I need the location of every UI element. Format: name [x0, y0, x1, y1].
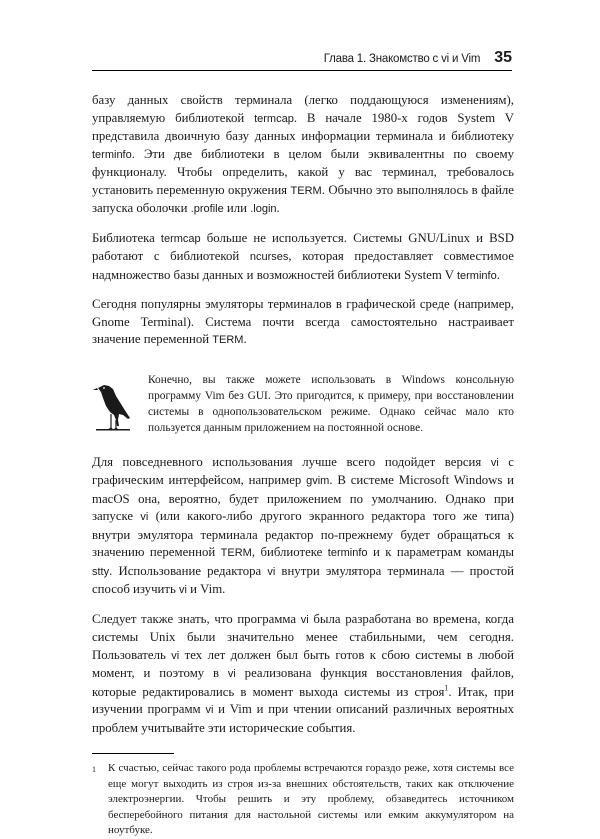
code-term: TERM	[212, 334, 244, 346]
note-block	[92, 372, 514, 436]
code-vi: vi	[227, 668, 236, 680]
crow-icon	[92, 374, 134, 432]
code-profile: .profile	[190, 203, 224, 215]
code-vi: vi	[140, 511, 149, 523]
note-text: Конечно, вы также можете использовать в Windows консольную программу Vim без GUI. Это пригодится, к примеру, при восстановлении системы в однопользовательском режиме. Однако сейчас мало кто пользуется данным приложением на постоянной основе.	[148, 373, 514, 434]
paragraph-5: Следует также знать, что программа vi была разработана во времена, когда системы Unix были значительно менее стабильными, чем сегодня. Пользователь vi тех лет должен был быть готов к сбою системы в любой момент, и поэтому в vi реализована функция восстановления файлов, которые редактировались в момент выхода системы из строя$^1$. Итак, при изучении программ vi и Vim и при чтении описаний различных вероятных проблем учитывайте эти исторические события.	[92, 611, 515, 735]
running-header	[92, 40, 512, 71]
paragraph-4: Для повседневного использования лучше всего подойдет версия vi с графическим интерфейсом, например gvim. В системе Microsoft Windows и macOS она, вероятно, будет приложением по умолчанию. Однако при запуске vi (или какого-либо другого экранного редактора того же типа) внутри эмулятора терминала редактор по-прежнему будет обращаться к значению переменной TERM, библиотеке terminfo и к параметрам команды stty. Использование редактора vi внутри эмулятора терминала — простой способ изучить vi и Vim.	[92, 454, 515, 596]
code-vi: vi	[300, 613, 309, 626]
footnote	[92, 761, 514, 839]
code-ncurses: ncurses	[249, 251, 289, 263]
footnote-divider	[92, 753, 174, 754]
code-gvim: gvim	[306, 475, 330, 487]
chapter-title: Глава 1. Знакомство с vi и Vim	[323, 53, 481, 65]
code-terminfo: terminfo	[92, 148, 132, 161]
footnote-ref[interactable]: 1	[444, 683, 449, 693]
code-vi: vi	[205, 704, 214, 716]
footnote-text: К счастью, сейчас такого рода проблемы встречаются гораздо реже, хотя системы все еще могут выходить из строя из-за внешних обстоятельств, таких как отключение электроэнергии. Чтобы решить и эту проблему, обзаведитесь источником бесперебойного питания для настольной системы или емким аккумулятором на ноутбуке.	[108, 762, 514, 836]
code-terminfo: terminfo	[327, 547, 368, 559]
paragraph-1: базу данных свойств терминала (легко поддающуюся изменениям), управляемую библиотекой termcap. В начале 1980-х годов System V представила двоичную базу данных информации терминала и библиотеку terminfo. Эти две библиотеки в целом были эквивалентны по своему функционалу. Чтобы определить, какой у вас терминал, требовалось установить переменную окружения TERM. Обычно это выполнялось в файле запуска оболочки .profile или .login.	[92, 93, 514, 215]
code-termcap: termcap	[254, 112, 294, 125]
page-number: 35	[494, 49, 512, 66]
footnote-mark: 1	[92, 765, 96, 774]
code-terminfo: terminfo	[456, 269, 497, 282]
code-vi: vi	[490, 456, 499, 469]
paragraph-2: Библиотека termcap больше не используется. Системы GNU/Linux и BSD работают с библиотекой ncurses, которая предоставляет совместимое надмножество базы данных и возможностей библиотеки System V terminfo.	[92, 230, 514, 282]
code-stty: stty	[92, 565, 110, 578]
code-login: .login	[250, 203, 277, 215]
code-term: TERM	[290, 184, 322, 197]
code-termcap: termcap	[160, 232, 201, 245]
page-body	[92, 92, 514, 839]
code-vi: vi	[267, 565, 276, 578]
paragraph-3: Сегодня популярны эмуляторы терминалов в графической среде (например, Gnome Terminal). Система почти всегда самостоятельно настраивает значение переменной TERM.	[92, 297, 514, 346]
code-term: TERM	[220, 547, 252, 559]
code-vi: vi	[178, 584, 187, 596]
code-vi: vi	[171, 649, 180, 662]
